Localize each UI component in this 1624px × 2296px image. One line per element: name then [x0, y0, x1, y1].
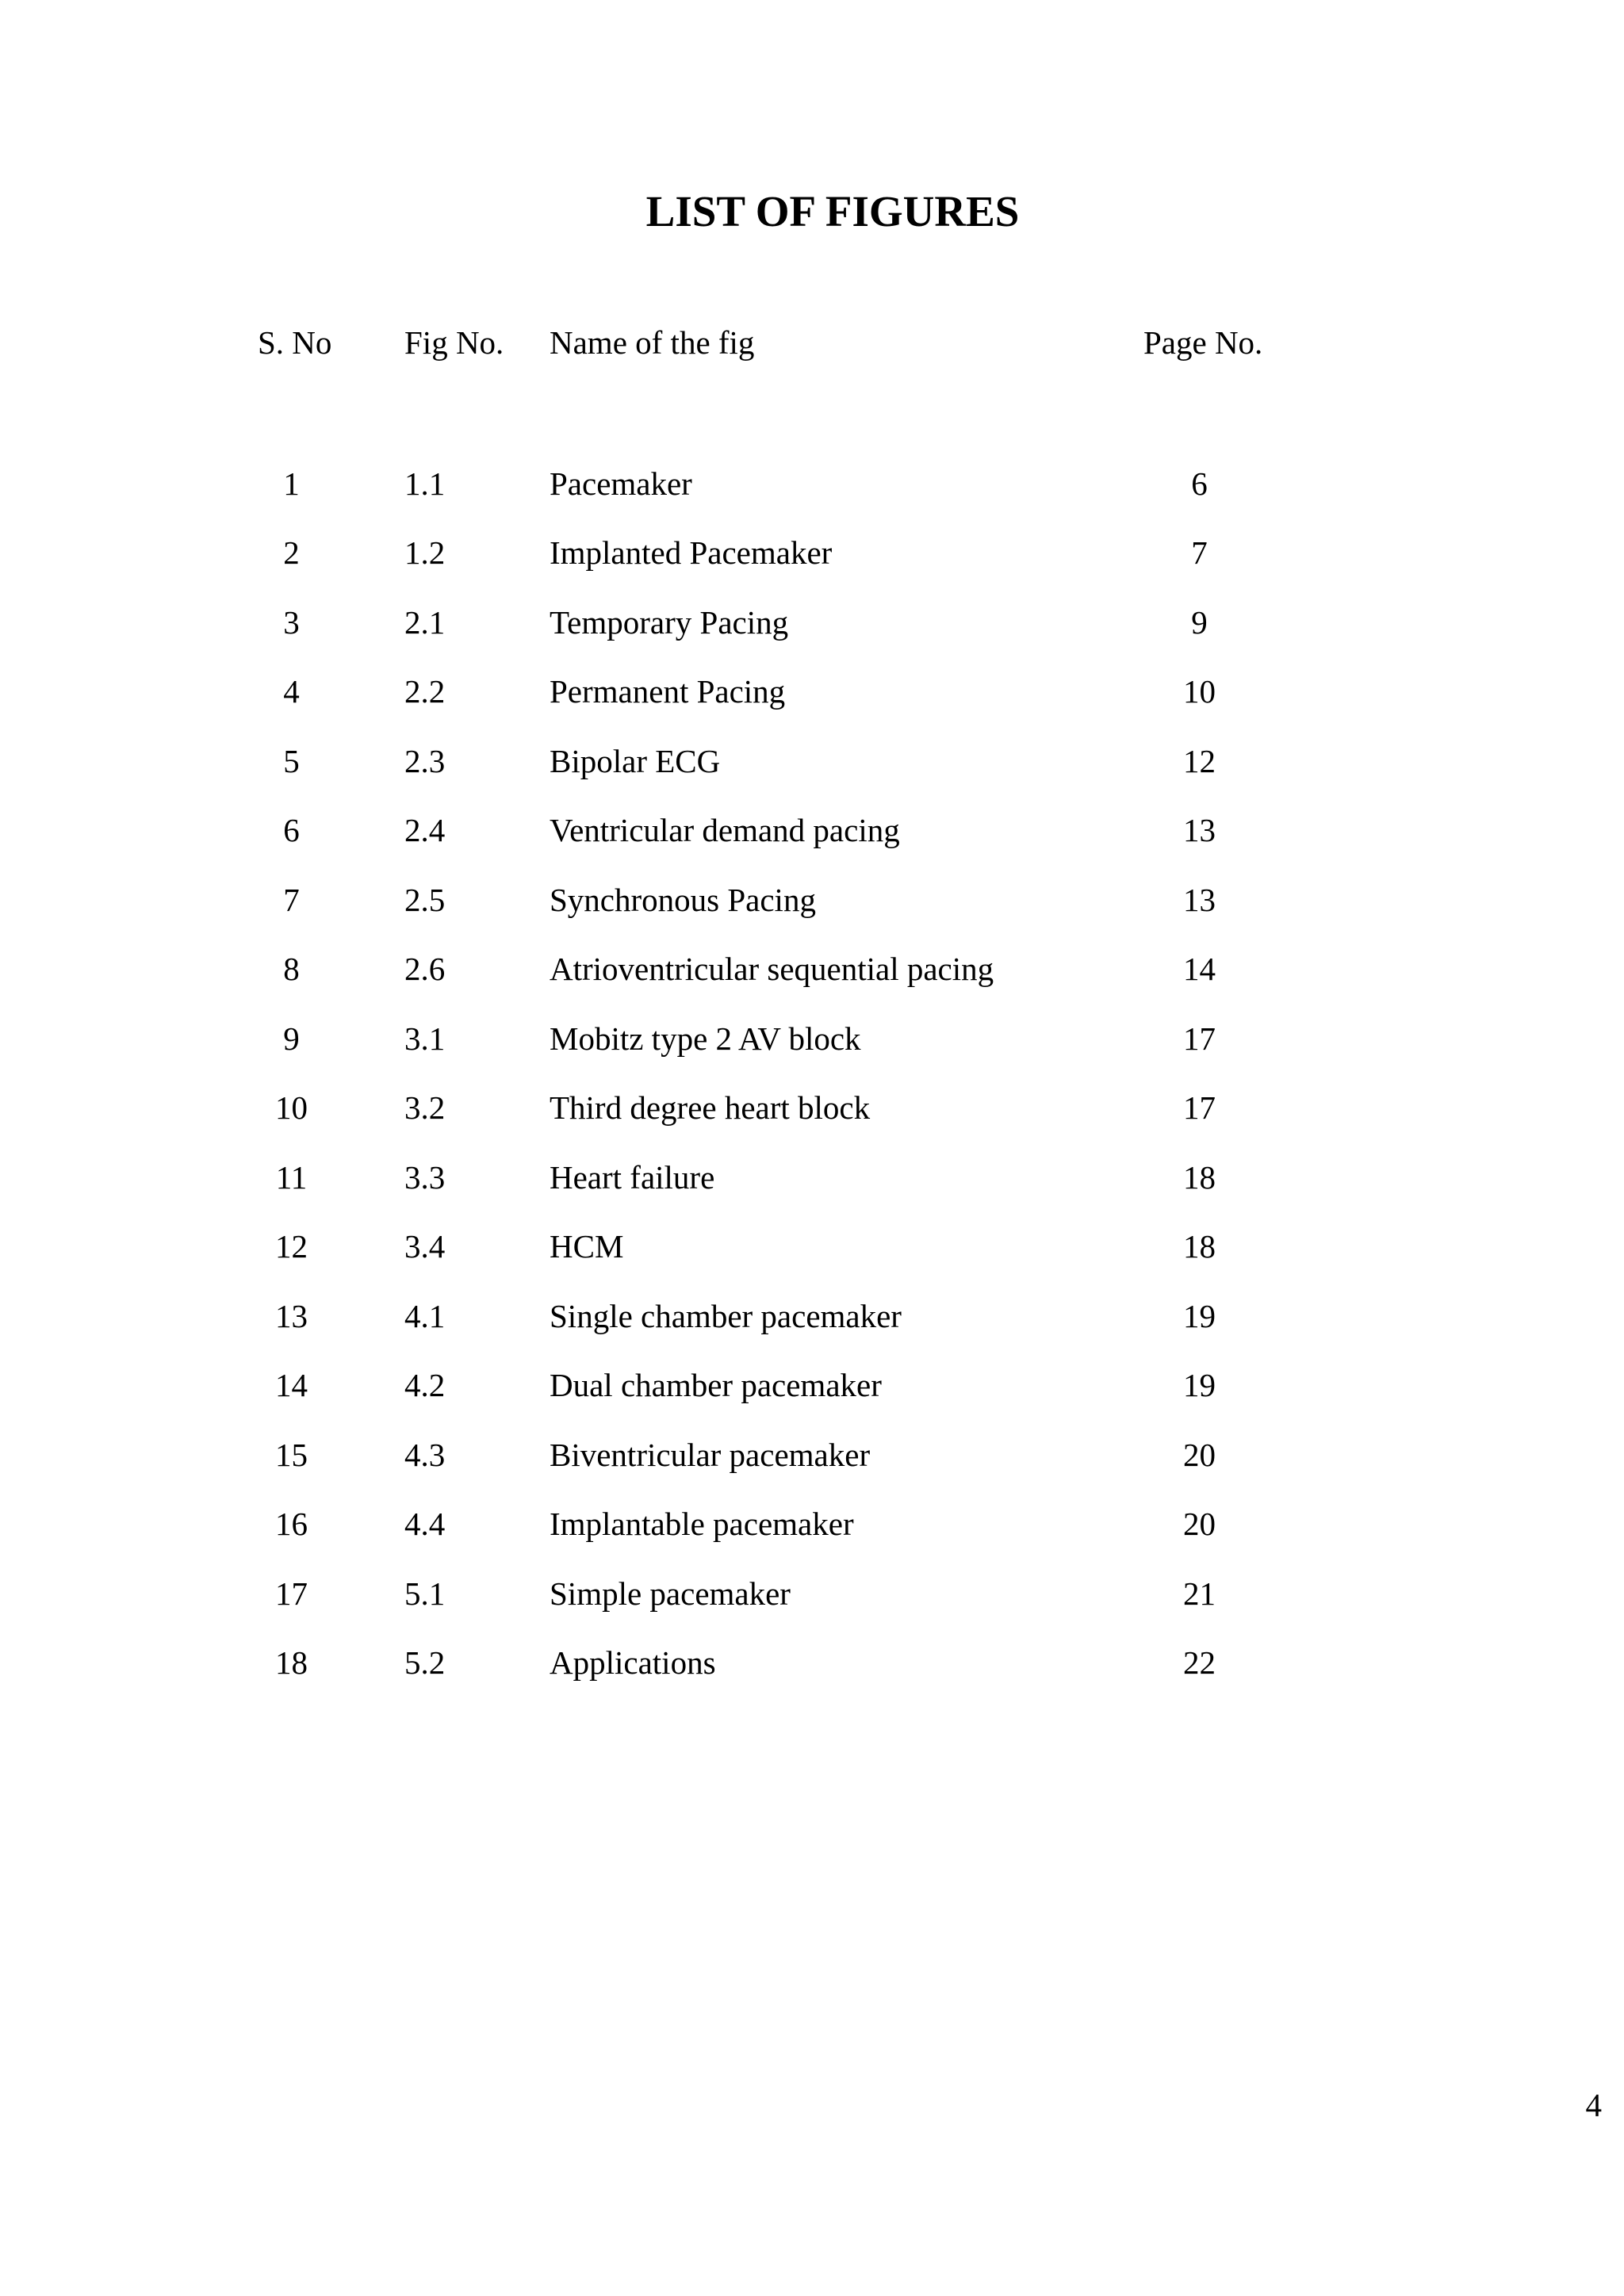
row-sno: 14 [275, 1367, 308, 1403]
row-page: 13 [1183, 812, 1216, 848]
row-fig-no: 2.1 [404, 604, 446, 641]
row-name: HCM [550, 1228, 624, 1265]
row-fig-no: 2.4 [404, 812, 446, 848]
table-row [0, 1431, 1624, 1479]
row-page: 12 [1183, 743, 1216, 779]
row-fig-no: 5.1 [404, 1575, 446, 1612]
row-fig-no: 3.1 [404, 1020, 446, 1057]
row-sno: 4 [283, 673, 300, 710]
table-row [0, 460, 1624, 507]
row-fig-no: 1.2 [404, 534, 446, 571]
row-fig-no: 4.4 [404, 1506, 446, 1542]
row-sno: 6 [283, 812, 300, 848]
row-page: 14 [1183, 951, 1216, 987]
row-page: 20 [1183, 1437, 1216, 1473]
table-row [0, 668, 1624, 715]
table-row [0, 1570, 1624, 1617]
row-name: Biventricular pacemaker [550, 1437, 871, 1473]
row-fig-no: 2.3 [404, 743, 446, 779]
row-sno: 18 [275, 1644, 308, 1681]
row-page: 21 [1183, 1575, 1216, 1612]
table-row [0, 1500, 1624, 1548]
row-fig-no: 2.6 [404, 951, 446, 987]
row-fig-no: 3.2 [404, 1089, 446, 1126]
table-row [0, 1639, 1624, 1686]
row-sno: 1 [283, 465, 300, 502]
table-row [0, 599, 1624, 646]
table-row [0, 529, 1624, 576]
table-row [0, 876, 1624, 924]
row-page: 20 [1183, 1506, 1216, 1542]
row-page: 17 [1183, 1089, 1216, 1126]
header-page-no: Page No. [1143, 324, 1263, 361]
row-name: Bipolar ECG [550, 743, 721, 779]
row-name: Temporary Pacing [550, 604, 789, 641]
row-name: Ventricular demand pacing [550, 812, 900, 848]
row-fig-no: 4.2 [404, 1367, 446, 1403]
row-sno: 9 [283, 1020, 300, 1057]
row-sno: 13 [275, 1298, 308, 1334]
row-page: 22 [1183, 1644, 1216, 1681]
row-sno: 16 [275, 1506, 308, 1542]
row-fig-no: 1.1 [404, 465, 446, 502]
row-fig-no: 4.3 [404, 1437, 446, 1473]
table-row [0, 1084, 1624, 1131]
row-sno: 8 [283, 951, 300, 987]
row-page: 18 [1183, 1159, 1216, 1196]
row-sno: 5 [283, 743, 300, 779]
row-fig-no: 2.2 [404, 673, 446, 710]
row-name: Third degree heart block [550, 1089, 871, 1126]
table-row [0, 1015, 1624, 1062]
row-page: 19 [1183, 1298, 1216, 1334]
table-row [0, 1154, 1624, 1201]
row-fig-no: 3.3 [404, 1159, 446, 1196]
table-row [0, 945, 1624, 993]
row-page: 10 [1183, 673, 1216, 710]
header-sno: S. No [258, 324, 332, 361]
row-page: 7 [1191, 534, 1208, 571]
header-fig-no: Fig No. [404, 324, 504, 361]
row-fig-no: 2.5 [404, 882, 446, 918]
row-name: Applications [550, 1644, 716, 1681]
page-title: LIST OF FIGURES [645, 187, 1020, 235]
row-fig-no: 5.2 [404, 1644, 446, 1681]
table-row [0, 1361, 1624, 1409]
row-sno: 15 [275, 1437, 308, 1473]
row-page: 19 [1183, 1367, 1216, 1403]
table-row [0, 737, 1624, 785]
row-name: Pacemaker [550, 465, 692, 502]
row-name: Permanent Pacing [550, 673, 786, 710]
row-page: 6 [1191, 465, 1208, 502]
table-row [0, 1223, 1624, 1270]
row-name: Implanted Pacemaker [550, 534, 833, 571]
row-sno: 7 [283, 882, 300, 918]
page-number: 4 [1585, 2087, 1602, 2123]
row-page: 13 [1183, 882, 1216, 918]
row-name: Single chamber pacemaker [550, 1298, 902, 1334]
row-name: Implantable pacemaker [550, 1506, 854, 1542]
row-name: Synchronous Pacing [550, 882, 816, 918]
row-sno: 10 [275, 1089, 308, 1126]
row-sno: 17 [275, 1575, 308, 1612]
row-page: 18 [1183, 1228, 1216, 1265]
table-row [0, 806, 1624, 854]
row-fig-no: 4.1 [404, 1298, 446, 1334]
table-header [0, 319, 1624, 366]
row-sno: 11 [275, 1159, 308, 1196]
row-sno: 2 [283, 534, 300, 571]
header-name: Name of the fig [550, 324, 755, 361]
row-sno: 12 [275, 1228, 308, 1265]
row-fig-no: 3.4 [404, 1228, 446, 1265]
row-sno: 3 [283, 604, 300, 641]
row-page: 17 [1183, 1020, 1216, 1057]
row-name: Dual chamber pacemaker [550, 1367, 882, 1403]
row-name: Simple pacemaker [550, 1575, 791, 1612]
row-name: Mobitz type 2 AV block [550, 1020, 861, 1057]
row-page: 9 [1191, 604, 1208, 641]
row-name: Atrioventricular sequential pacing [550, 951, 994, 987]
row-name: Heart failure [550, 1159, 715, 1196]
table-row [0, 1292, 1624, 1340]
